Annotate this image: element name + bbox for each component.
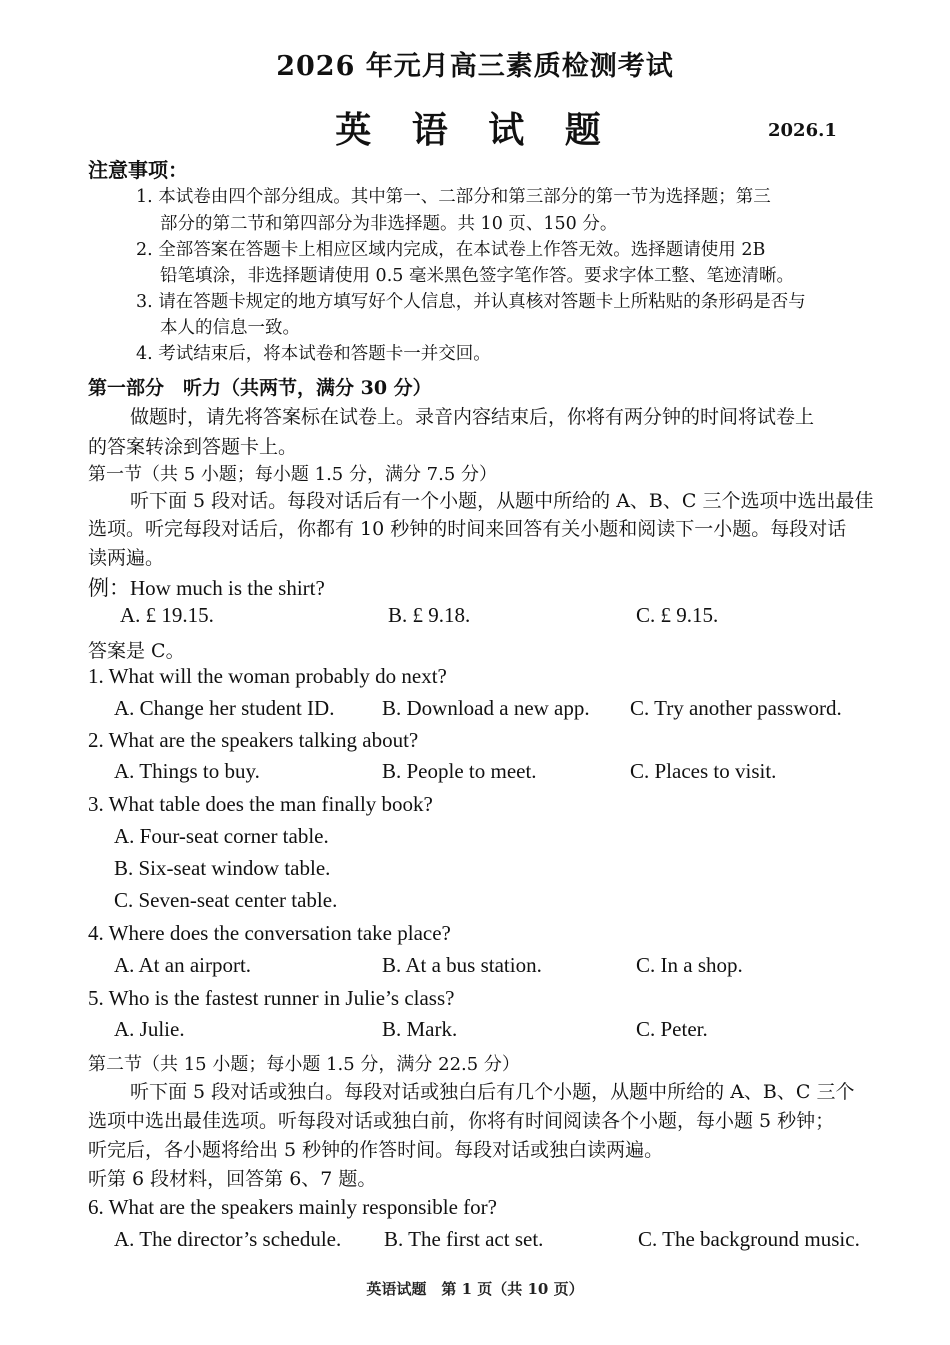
part1-intro-line: 的答案转涂到答题卡上。 <box>88 436 298 458</box>
option: A. Four-seat corner table. <box>114 824 329 848</box>
option: C. Peter. <box>636 1017 708 1041</box>
option: A. Things to buy. <box>114 759 260 783</box>
option: B. Six-seat window table. <box>114 856 331 880</box>
question-6: 6. What are the speakers mainly responsible for? <box>88 1195 497 1219</box>
material-instruction: 听第 6 段材料，回答第 6、7 题。 <box>88 1168 377 1190</box>
section1-intro-line: 选项。听完每段对话后，你都有 10 秒钟的时间来回答有关小题和阅读下一小题。每段对话 <box>88 518 847 540</box>
exam-title: 2026 年元月高三素质检测考试 <box>276 51 674 82</box>
section2-intro-line: 听下面 5 段对话或独白。每段对话或独白后有几个小题，从题中所给的 A、B、C 三个 <box>130 1081 855 1103</box>
notice-heading: 注意事项： <box>88 158 188 182</box>
example-question: 例：How much is the shirt? <box>88 576 325 600</box>
example-option: C. £ 9.15. <box>636 603 719 627</box>
question-3: 3. What table does the man finally book? <box>88 792 433 816</box>
notice-line: 1. 本试卷由四个部分组成。其中第一、二部分和第三部分的第一节为选择题；第三 <box>136 187 771 207</box>
exam-date: 2026.1 <box>768 120 837 141</box>
question-5: 5. Who is the fastest runner in Julie’s class? <box>88 986 455 1010</box>
option: B. Mark. <box>382 1017 458 1041</box>
question-1: 1. What will the woman probably do next? <box>88 664 447 688</box>
notice-line: 部分的第二节和第四部分为非选择题。共 10 页、150 分。 <box>160 214 618 234</box>
question-2: 2. What are the speakers talking about? <box>88 728 419 752</box>
notice-line: 铅笔填涂，非选择题请使用 0.5 毫米黑色签字笔作答。要求字体工整、笔迹清晰。 <box>160 266 794 286</box>
option: B. People to meet. <box>382 759 537 783</box>
section1-intro-line: 读两遍。 <box>88 547 165 569</box>
example-option: B. £ 9.18. <box>388 603 471 627</box>
section2-intro-line: 选项中选出最佳选项。听每段对话或独白前，你将有时间阅读各个小题，每小题 5 秒钟； <box>88 1110 835 1132</box>
notice-line: 2. 全部答案在答题卡上相应区域内完成，在本试卷上作答无效。选择题请使用 2B <box>136 240 766 260</box>
option: A. The director’s schedule. <box>114 1227 342 1251</box>
notice-line: 3. 请在答题卡规定的地方填写好个人信息，并认真核对答题卡上所粘贴的条形码是否与 <box>136 292 806 312</box>
part1-intro-line: 做题时，请先将答案标在试卷上。录音内容结束后，你将有两分钟的时间将试卷上 <box>130 406 815 428</box>
notice-line: 本人的信息一致。 <box>160 318 300 338</box>
option: A. At an airport. <box>114 953 252 977</box>
section2-heading: 第二节（共 15 小题；每小题 1.5 分，满分 22.5 分） <box>88 1054 520 1075</box>
subject-title: 英 语 试 题 <box>335 109 615 151</box>
example-option: A. £ 19.15. <box>120 603 214 627</box>
option: B. At a bus station. <box>382 953 542 977</box>
part1-heading: 第一部分 听力（共两节，满分 30 分） <box>88 377 432 399</box>
page-footer: 英语试题 第 1 页（共 10 页） <box>366 1280 584 1298</box>
option: C. The background music. <box>638 1227 860 1251</box>
option: A. Julie. <box>114 1017 185 1041</box>
option: C. Try another password. <box>630 696 842 720</box>
section1-intro-line: 听下面 5 段对话。每段对话后有一个小题，从题中所给的 A、B、C 三个选项中选出最佳 <box>130 490 874 512</box>
section2-intro-line: 听完后，各小题将给出 5 秒钟的作答时间。每段对话或独白读两遍。 <box>88 1139 664 1161</box>
question-4: 4. Where does the conversation take place? <box>88 921 451 945</box>
option: B. The first act set. <box>384 1227 544 1251</box>
option: C. In a shop. <box>636 953 743 977</box>
notice-line: 4. 考试结束后，将本试卷和答题卡一并交回。 <box>136 344 491 364</box>
section1-heading: 第一节（共 5 小题；每小题 1.5 分，满分 7.5 分） <box>88 464 498 485</box>
option: B. Download a new app. <box>382 696 590 720</box>
example-answer: 答案是 C。 <box>88 640 185 662</box>
option: A. Change her student ID. <box>114 696 335 720</box>
option: C. Seven-seat center table. <box>114 888 338 912</box>
option: C. Places to visit. <box>630 759 777 783</box>
